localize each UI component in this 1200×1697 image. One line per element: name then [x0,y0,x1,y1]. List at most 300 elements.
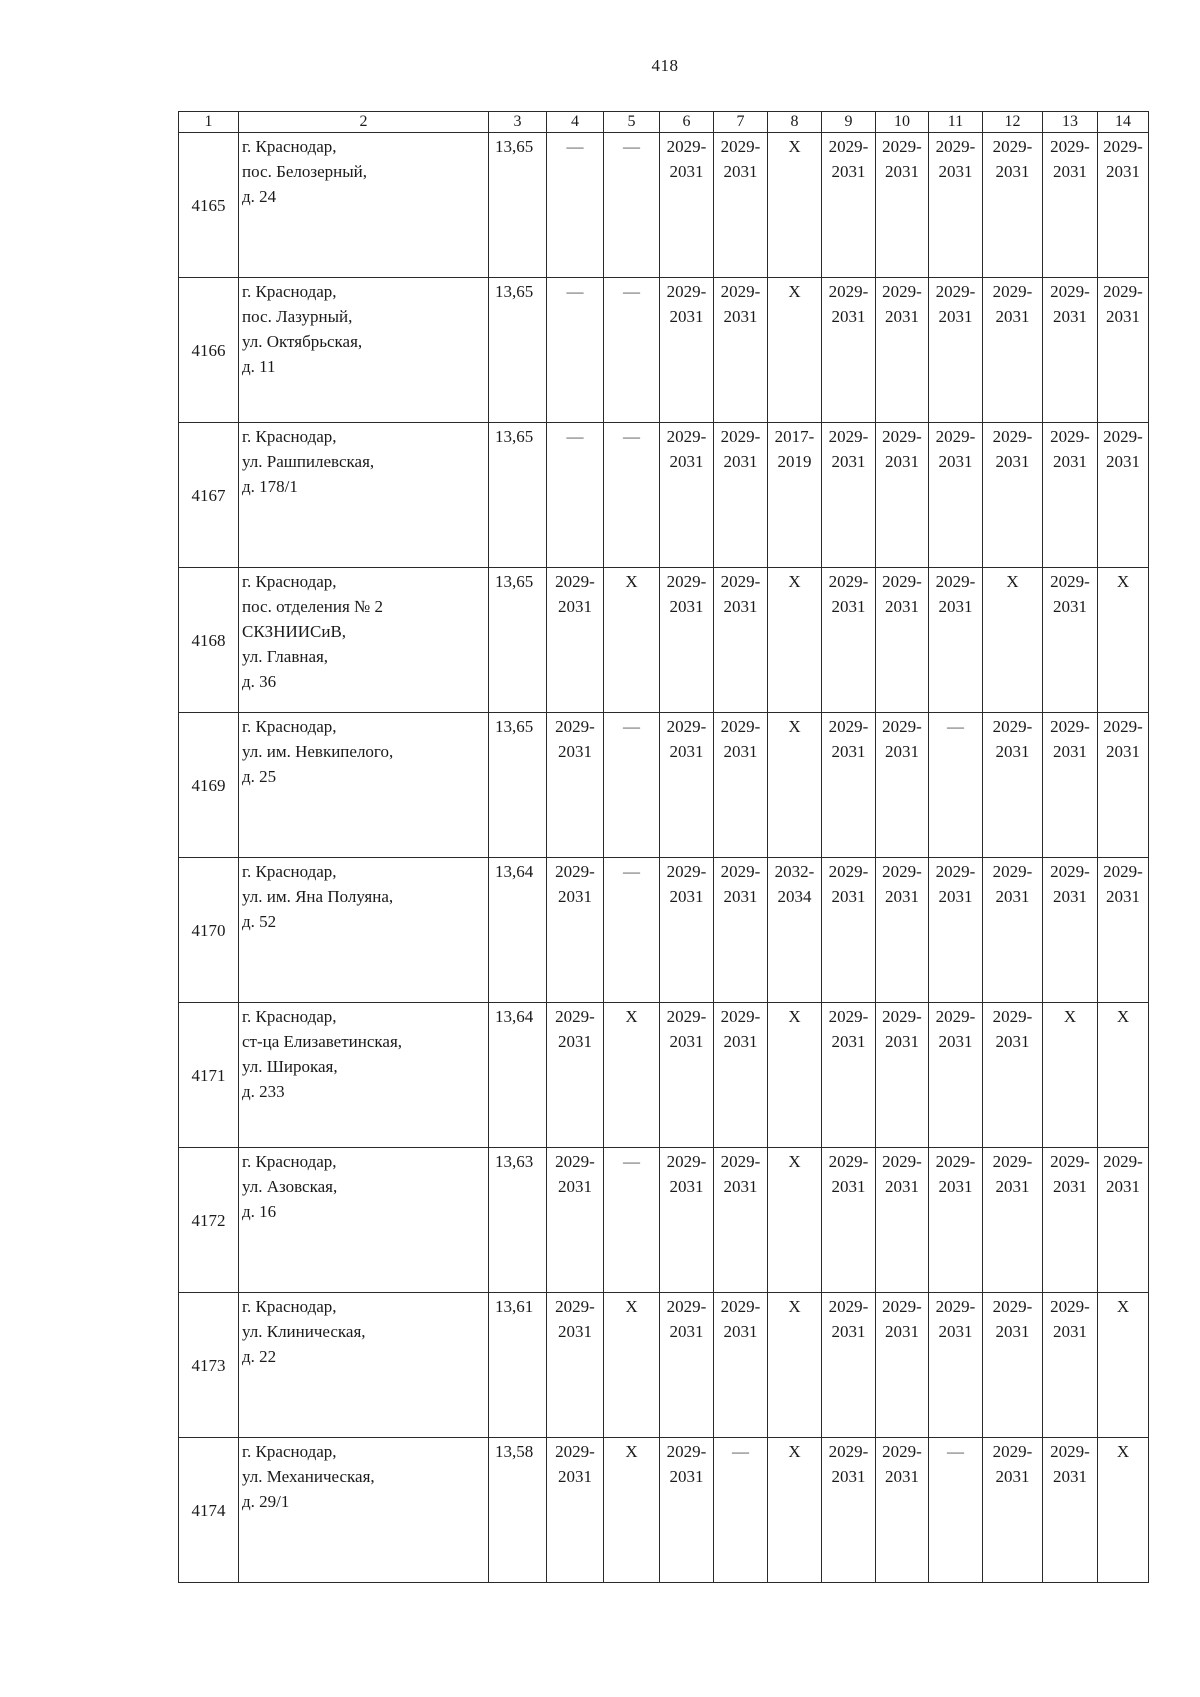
value-text: 2031 [669,742,704,761]
value-cell-col-11 [929,1293,983,1438]
value-cell-col-12 [983,1438,1043,1583]
value-text: 2031 [1106,887,1140,906]
value-text: Х [625,1007,638,1026]
row-number: 4168 [179,568,239,713]
value-cell-col-5 [604,1148,660,1293]
row-number: 4169 [179,713,239,858]
value-cell-col-5 [604,423,660,568]
value-text: 2029- [720,1152,761,1171]
value-text: 2029- [666,1297,707,1316]
value-text: 2031 [995,307,1030,326]
value-text: 2031 [938,162,973,181]
dash-mark: — [566,137,584,156]
value-cell-col-8 [768,133,822,278]
value-text: 2029- [992,862,1033,881]
value-text: 2031 [831,1322,866,1341]
area-cell: 13,65 [489,278,547,423]
value-cell-col-13 [1043,1293,1098,1438]
value-text: 2031 [1106,307,1140,326]
value-text: 2031 [831,452,866,471]
value-text: 2029- [882,137,922,156]
value-cell-col-13 [1043,858,1098,1003]
value-text: 2029- [555,1152,595,1171]
value-text: 2031 [1106,1177,1140,1196]
address-line: СКЗНИИСиВ, [242,622,347,641]
value-text: 2031 [723,887,758,906]
value-cell-col-4 [547,568,604,713]
value-text: 2031 [669,1467,704,1486]
value-text: 2029- [992,427,1033,446]
value-cell-col-7 [714,423,768,568]
value-cell-col-12 [983,713,1043,858]
value-cell-col-13 [1043,1148,1098,1293]
header-row [179,112,1149,133]
value-cell-col-7 [714,1003,768,1148]
value-cell-col-13 [1043,713,1098,858]
address-cell [239,423,489,568]
value-text: 2029- [1103,717,1143,736]
value-cell-col-7 [714,858,768,1003]
value-cell-col-10 [876,858,929,1003]
value-cell-col-13 [1043,278,1098,423]
value-text: Х [1116,1007,1130,1026]
value-cell-col-6 [660,1003,714,1148]
value-text: Х [788,572,801,591]
dash-mark: — [623,137,640,156]
address-line: пос. отделения № 2 [242,597,384,616]
address-line: д. 233 [242,1082,285,1101]
address-line: г. Краснодар, [242,427,337,446]
table-row [179,423,1149,568]
value-cell-col-10 [876,568,929,713]
value-text: 2031 [995,1032,1030,1051]
value-cell-col-4 [547,423,604,568]
value-text: Х [1006,572,1019,591]
value-cell-col-9 [822,278,876,423]
value-text: 2029- [992,282,1033,301]
value-cell-col-5 [604,858,660,1003]
value-text: 2029- [992,1152,1033,1171]
value-text: 2031 [558,1467,592,1486]
value-text: Х [1063,1007,1077,1026]
value-text: 2029- [1050,1297,1090,1316]
table-row [179,713,1149,858]
value-text: 2017- [774,427,815,446]
value-text: 2029- [882,1007,922,1026]
value-text: 2029- [1103,137,1143,156]
value-cell-col-11 [929,133,983,278]
row-number: 4173 [179,1293,239,1438]
value-text: 2029- [666,1007,707,1026]
value-text: 2029- [555,717,595,736]
value-cell-col-14 [1098,278,1149,423]
address-line: д. 29/1 [242,1492,290,1511]
value-cell-col-9 [822,568,876,713]
value-text: 2029- [882,427,922,446]
value-text: 2031 [1106,452,1140,471]
address-line: пос. Лазурный, [242,307,353,326]
value-text: 2019 [777,452,812,471]
value-text: Х [1116,1297,1130,1316]
value-text: 2031 [723,1032,758,1051]
value-cell-col-13 [1043,1003,1098,1148]
value-text: 2029- [555,572,595,591]
column-header-7: 7 [714,112,768,133]
value-text: 2029- [1050,572,1090,591]
value-text: 2031 [831,162,866,181]
value-text: 2029- [828,862,869,881]
value-cell-col-14 [1098,1438,1149,1583]
value-text: 2031 [885,162,919,181]
value-text: 2031 [885,307,919,326]
value-cell-col-9 [822,1148,876,1293]
column-header-2: 2 [239,112,489,133]
column-header-8: 8 [768,112,822,133]
value-cell-col-13 [1043,423,1098,568]
value-cell-col-7 [714,278,768,423]
dash-mark: — [566,282,584,301]
address-line: ул. им. Яна Полуяна, [242,887,394,906]
value-cell-col-14 [1098,713,1149,858]
value-text: 2029- [992,1297,1033,1316]
value-text: 2031 [885,1467,919,1486]
value-text: 2029- [882,282,922,301]
value-cell-col-9 [822,713,876,858]
value-text: 2031 [723,742,758,761]
row-number: 4170 [179,858,239,1003]
column-header-10: 10 [876,112,929,133]
value-text: Х [625,1442,638,1461]
address-cell [239,133,489,278]
address-line: г. Краснодар, [242,572,337,591]
dash-mark: — [947,717,964,736]
area-cell: 13,61 [489,1293,547,1438]
value-text: 2031 [669,307,704,326]
value-text: Х [788,1442,801,1461]
value-text: 2031 [885,1177,919,1196]
value-text: 2029- [720,862,761,881]
value-text: 2029- [720,1007,761,1026]
address-line: г. Краснодар, [242,1152,337,1171]
table-body [179,133,1149,1583]
value-cell-col-9 [822,423,876,568]
value-cell-col-7 [714,568,768,713]
value-cell-col-11 [929,568,983,713]
value-cell-col-14 [1098,858,1149,1003]
row-number: 4167 [179,423,239,568]
address-line: г. Краснодар, [242,862,337,881]
value-text: 2031 [831,742,866,761]
address-cell [239,278,489,423]
value-text: 2029- [666,572,707,591]
value-cell-col-4 [547,858,604,1003]
value-text: 2031 [831,307,866,326]
value-text: 2029- [555,1007,595,1026]
value-cell-col-10 [876,1293,929,1438]
value-text: 2029- [828,1297,869,1316]
address-line: г. Краснодар, [242,137,337,156]
value-text: 2031 [995,1467,1030,1486]
value-text: 2029- [555,1442,595,1461]
value-cell-col-7 [714,1293,768,1438]
value-text: 2029- [720,427,761,446]
value-cell-col-7 [714,713,768,858]
schedule-table [178,111,1149,1583]
value-text: Х [788,1297,801,1316]
value-cell-col-10 [876,1003,929,1148]
value-cell-col-8 [768,568,822,713]
value-text: 2029- [935,1007,976,1026]
address-cell [239,568,489,713]
value-text: Х [1116,572,1130,591]
value-text: 2031 [885,742,919,761]
address-line: ул. Главная, [242,647,329,666]
address-line: г. Краснодар, [242,282,337,301]
table-row [179,1438,1149,1583]
value-text: 2029- [1050,1152,1090,1171]
row-number: 4165 [179,133,239,278]
value-text: 2031 [558,887,592,906]
value-cell-col-9 [822,133,876,278]
value-text: 2029- [1103,862,1143,881]
row-number: 4174 [179,1438,239,1583]
value-cell-col-5 [604,133,660,278]
value-text: 2031 [885,1322,919,1341]
value-text: 2029- [882,1297,922,1316]
value-cell-col-14 [1098,423,1149,568]
address-line: г. Краснодар, [242,1442,337,1461]
area-cell: 13,64 [489,1003,547,1148]
value-text: 2029- [935,427,976,446]
value-text: 2031 [885,597,919,616]
value-text: Х [788,282,801,301]
value-text: 2031 [831,1467,866,1486]
address-cell [239,1148,489,1293]
value-cell-col-6 [660,858,714,1003]
address-line: д. 178/1 [242,477,298,496]
value-cell-col-8 [768,713,822,858]
area-cell: 13,65 [489,713,547,858]
value-cell-col-4 [547,1438,604,1583]
value-cell-col-13 [1043,568,1098,713]
column-header-11: 11 [929,112,983,133]
area-cell: 13,65 [489,423,547,568]
value-text: 2029- [666,862,707,881]
value-cell-col-8 [768,1438,822,1583]
value-text: 2031 [669,452,704,471]
value-text: 2031 [885,887,919,906]
value-cell-col-10 [876,713,929,858]
value-text: 2031 [558,1032,592,1051]
value-text: 2029- [935,1297,976,1316]
value-text: 2029- [828,1442,869,1461]
area-cell: 13,63 [489,1148,547,1293]
value-text: 2031 [669,1322,704,1341]
dash-mark: — [623,427,640,446]
address-line: ул. Азовская, [242,1177,338,1196]
value-text: 2029- [666,427,707,446]
value-text: 2029- [935,572,976,591]
value-text: 2029- [992,1007,1033,1026]
value-text: 2031 [723,597,758,616]
value-text: 2029- [1050,427,1090,446]
address-line: ул. Механическая, [242,1467,375,1486]
address-line: ул. им. Невкипелого, [242,742,394,761]
value-cell-col-11 [929,858,983,1003]
value-text: 2031 [938,452,973,471]
value-cell-col-14 [1098,133,1149,278]
value-cell-col-8 [768,1003,822,1148]
value-cell-col-8 [768,1148,822,1293]
value-cell-col-6 [660,1438,714,1583]
address-cell [239,1293,489,1438]
value-cell-col-10 [876,278,929,423]
value-text: 2029- [935,137,976,156]
value-text: 2029- [1050,862,1090,881]
value-text: 2031 [1053,452,1087,471]
value-text: 2031 [1053,887,1087,906]
area-cell: 13,64 [489,858,547,1003]
value-cell-col-12 [983,133,1043,278]
value-text: 2031 [995,1177,1030,1196]
dash-mark: — [623,282,640,301]
value-text: 2031 [995,162,1030,181]
address-cell [239,1003,489,1148]
value-text: 2029- [1103,427,1143,446]
value-cell-col-8 [768,1293,822,1438]
value-text: 2029- [828,717,869,736]
value-cell-col-6 [660,1148,714,1293]
value-text: 2029- [720,137,761,156]
value-text: 2029- [1050,717,1090,736]
value-text: 2031 [1106,162,1140,181]
value-cell-col-14 [1098,1003,1149,1148]
value-cell-col-7 [714,1148,768,1293]
value-cell-col-11 [929,713,983,858]
table-row [179,858,1149,1003]
address-line: д. 25 [242,767,277,786]
value-cell-col-14 [1098,1293,1149,1438]
value-text: 2029- [666,282,707,301]
value-text: 2031 [669,162,704,181]
value-cell-col-6 [660,713,714,858]
value-cell-col-11 [929,1438,983,1583]
value-cell-col-11 [929,423,983,568]
dash-mark: — [566,427,584,446]
value-text: 2029- [828,282,869,301]
value-text: 2031 [1053,1177,1087,1196]
column-header-5: 5 [604,112,660,133]
value-text: 2029- [720,572,761,591]
value-text: 2031 [1053,162,1087,181]
value-text: Х [788,717,801,736]
value-text: 2029- [935,862,976,881]
value-text: 2029- [720,1297,761,1316]
address-line: д. 11 [242,357,276,376]
value-cell-col-10 [876,1438,929,1583]
value-text: Х [625,572,638,591]
value-text: 2031 [831,887,866,906]
table-row [179,1003,1149,1148]
value-cell-col-5 [604,1293,660,1438]
value-cell-col-8 [768,858,822,1003]
column-header-13: 13 [1043,112,1098,133]
value-cell-col-11 [929,1003,983,1148]
value-cell-col-7 [714,1438,768,1583]
value-text: 2031 [669,1032,704,1051]
value-text: 2034 [777,887,812,906]
value-cell-col-10 [876,423,929,568]
address-line: ул. Октябрьская, [242,332,363,351]
value-text: 2031 [938,1032,973,1051]
value-cell-col-4 [547,1293,604,1438]
address-line: д. 16 [242,1202,277,1221]
value-text: 2029- [935,1152,976,1171]
value-cell-col-8 [768,278,822,423]
value-cell-col-9 [822,1438,876,1583]
area-cell: 13,58 [489,1438,547,1583]
value-text: 2031 [1053,1322,1087,1341]
value-text: 2031 [1106,742,1140,761]
value-cell-col-6 [660,278,714,423]
value-cell-col-5 [604,713,660,858]
area-cell: 13,65 [489,568,547,713]
value-text: 2031 [995,887,1030,906]
value-cell-col-12 [983,858,1043,1003]
value-text: 2029- [666,1442,707,1461]
value-text: 2029- [1050,282,1090,301]
value-cell-col-5 [604,1003,660,1148]
value-text: 2031 [558,1177,592,1196]
value-text: 2031 [938,307,973,326]
value-text: 2029- [666,1152,707,1171]
value-text: 2029- [555,862,595,881]
value-cell-col-5 [604,1438,660,1583]
value-cell-col-12 [983,278,1043,423]
value-cell-col-6 [660,568,714,713]
address-cell [239,858,489,1003]
value-cell-col-12 [983,1003,1043,1148]
row-number: 4171 [179,1003,239,1148]
value-cell-col-4 [547,1003,604,1148]
value-text: Х [788,1007,801,1026]
address-line: д. 22 [242,1347,277,1366]
column-header-4: 4 [547,112,604,133]
dash-mark: — [623,862,640,881]
value-text: 2029- [828,137,869,156]
value-text: 2031 [885,452,919,471]
column-header-12: 12 [983,112,1043,133]
value-cell-col-6 [660,1293,714,1438]
address-cell [239,1438,489,1583]
value-text: 2029- [992,1442,1033,1461]
value-text: 2029- [992,137,1033,156]
value-text: 2031 [831,597,866,616]
value-cell-col-4 [547,278,604,423]
value-text: 2029- [720,717,761,736]
column-header-14: 14 [1098,112,1149,133]
address-line: ул. Клиническая, [242,1322,366,1341]
value-text: 2031 [831,1177,866,1196]
value-cell-col-7 [714,133,768,278]
value-text: Х [1116,1442,1130,1461]
value-cell-col-11 [929,278,983,423]
value-cell-col-14 [1098,568,1149,713]
value-text: 2031 [1053,742,1087,761]
value-text: Х [625,1297,638,1316]
value-text: 2031 [669,887,704,906]
value-text: Х [788,1152,801,1171]
